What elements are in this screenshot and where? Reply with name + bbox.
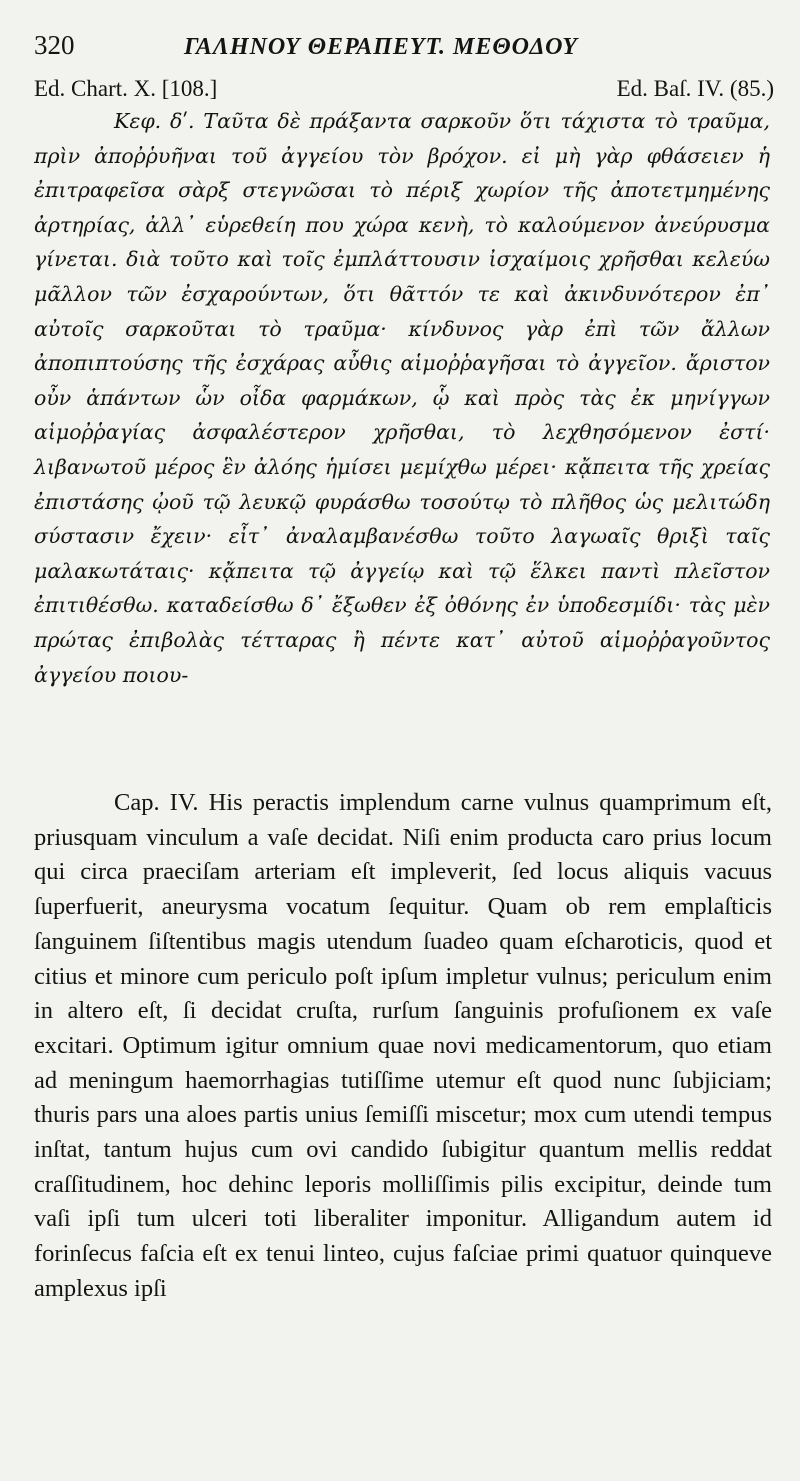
greek-text-block: Κεφ. δʹ. Ταῦτα δὲ πράξαντα σαρκοῦν ὅτι τάχιστα τὸ τραῦμα, πρὶν ἀποῤῥυῆναι τοῦ ἀγγείου τὸν βρόχον. εἰ μὴ γὰρ φθάσειεν ἡ ἐπιτραφεῖσα σὰρξ στεγνῶσαι τὸ πέριξ χωρίον τῆς ἀποτετμημένης ἀρτηρίας, ἀλλ᾽ εὑρεθείη που χώρα κενὴ, τὸ καλούμενον ἀνεύρυσμα γίνεται. διὰ τοῦτο καὶ τοῖς ἐμπλάττουσιν ἰσχαίμοις χρῆσθαι κελεύω μᾶλλον τῶν ἐσχαρούντων, ὅτι θᾶττόν τε καὶ ἀκινδυνότερον ἐπ᾽ αὐτοῖς σαρκοῦται τὸ τραῦμα· κίνδυνος γὰρ ἐπὶ τῶν ἄλλων ἀποπιπτούσης τῆς ἐσχάρας αὖθις αἱμοῤῥαγῆσαι τὸ ἀγγεῖον. ἄριστον οὖν ἁπάντων ὧν οἶδα φαρμάκων, ᾧ καὶ πρὸς τὰς ἐκ μηνίγγων αἱμοῤῥαγίας ἀσφαλέστερον χρῆσθαι, τὸ λεχθησόμενον ἐστί· λιβανωτοῦ μέρος ἓν ἀλόης ἡμίσει μεμίχθω μέρει· κᾄπειτα τῆς χρείας ἐπιστάσης ᾠοῦ τῷ λευκῷ φυράσθω τοσούτῳ τὸ πλῆθος ὡς μελιτώδη σύστασιν ἔχειν· εἶτ᾽ ἀναλαμβανέσθω τοῦτο λαγωαῖς θριξὶ ταῖς μαλακωτάταις· κᾄπειτα τῷ ἀγγείῳ καὶ τῷ ἕλκει παντὶ πλεῖστον ἐπιτιθέσθω. καταδείσθω δ᾽ ἔξωθεν ἐξ ὀθόνης ἐν ὑποδεσμίδι· τὰς μὲν πρώτας ἐπιβολὰς τέτταρας ἢ πέντε κατ᾽ αὐτοῦ αἱμοῤῥαγοῦντος ἀγγείου ποιου-: [34, 109, 770, 687]
latin-text-block: Cap. IV. His peractis implendum carne vulnus quamprimum eſt, priusquam vinculum a vaſe decidat. Niſi enim producta caro prius locum qui circa praeciſam arteriam eſt impleverit, ſed locus aliquis vacuus ſuperfuerit, aneurysma vocatum ſequitur. Quam ob rem emplaſticis ſanguinem ſiſtentibus magis utendum ſuadeo quam eſcharoticis, quod et citius et minore cum periculo poſt ipſum impletur vulnus; periculum enim in altero eſt, ſi decidat cruſta, rurſum ſanguinis profuſionem ex vaſe excitari. Optimum igitur omnium quae novi medicamentorum, quo etiam ad meningum haemorrhagias tutiſſime utemur eſt quod nunc ſubjiciam; thuris pars una aloes partis unius ſemiſſi miscetur; mox cum utendi tempus inſtat, tantum hujus cum ovi candido ſubigitur quantum mellis reddat craſſitudinem, hoc dehinc leporis molliſſimis pilis excipitur, deinde tum vaſi ipſi tum ulceri toti liberaliter imponitur. Alligandum autem id forinſecus faſcia eſt ex tenui linteo, cujus faſciae primi quatuor quinqueve amplexus ipſi: [34, 789, 772, 1302]
running-title: ΓΑΛΗΝΟΥ ΘΕΡΑΠΕΥΤ. ΜΕΘΟΔΟΥ: [184, 34, 578, 60]
edition-basel: Ed. Baſ. IV. (85.): [616, 76, 774, 101]
edition-chartier: Ed. Chart. X. [108.]: [34, 76, 218, 101]
page-header: [34, 30, 774, 70]
page-number: 320: [34, 30, 75, 60]
